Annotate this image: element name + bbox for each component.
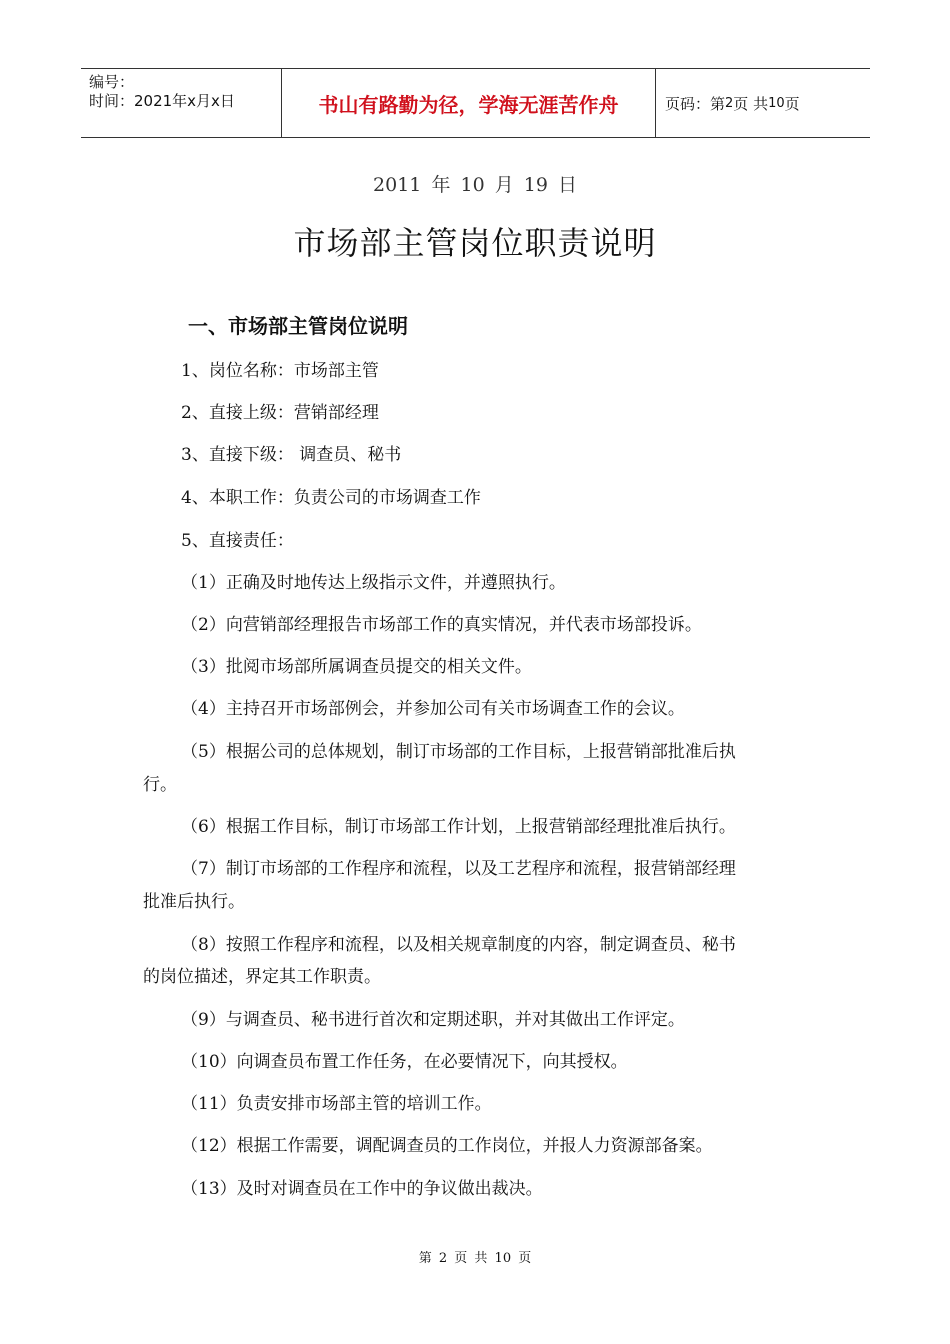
duty-line: （8）按照工作程序和流程，以及相关规章制度的内容，制定调查员、秘书 bbox=[181, 935, 736, 955]
document-title: 市场部主管岗位职责说明 bbox=[293, 224, 657, 262]
duty-line: （11）负责安排市场部主管的培训工作。 bbox=[181, 1094, 492, 1114]
motto: 书山有路勤为径，学海无涯苦作舟 bbox=[282, 69, 656, 137]
duty-line: （7）制订市场部的工作程序和流程，以及工艺程序和流程，报营销部经理 bbox=[181, 859, 736, 879]
item-line: 3、直接下级： 调查员、秘书 bbox=[181, 445, 402, 465]
page-footer: 第 2 页 共 10 页 bbox=[418, 1251, 532, 1266]
item-line: 4、本职工作：负责公司的市场调查工作 bbox=[181, 488, 481, 508]
duty-line: （3）批阅市场部所属调查员提交的相关文件。 bbox=[181, 657, 532, 677]
duty-line: （9）与调查员、秘书进行首次和定期述职，并对其做出工作评定。 bbox=[181, 1010, 685, 1030]
duty-line: （6）根据工作目标，制订市场部工作计划，上报营销部经理批准后执行。 bbox=[181, 817, 736, 837]
page-total: 10 bbox=[768, 95, 785, 111]
page-prefix: 页码：第 bbox=[665, 94, 726, 113]
duty-line: （12）根据工作需要，调配调查员的工作岗位，并报人力资源部备案。 bbox=[181, 1136, 713, 1156]
duty-line-continued: 的岗位描述，界定其工作职责。 bbox=[143, 967, 381, 987]
item-line: 2、直接上级：营销部经理 bbox=[181, 403, 379, 423]
section-heading: 一、市场部主管岗位说明 bbox=[188, 314, 408, 338]
duty-line-continued: 行。 bbox=[143, 775, 177, 795]
number-label: 编号： bbox=[89, 73, 135, 91]
duty-line: （5）根据公司的总体规划，制订市场部的工作目标，上报营销部批准后执 bbox=[181, 742, 736, 762]
item-line: 1、岗位名称：市场部主管 bbox=[181, 361, 379, 381]
page-suffix: 页 bbox=[784, 94, 800, 113]
page-current: 2 bbox=[725, 95, 734, 111]
header-left-cell bbox=[81, 69, 282, 137]
duty-line: （13）及时对调查员在工作中的争议做出裁决。 bbox=[181, 1179, 543, 1199]
duty-line: （10）向调查员布置工作任务，在必要情况下，向其授权。 bbox=[181, 1052, 628, 1072]
page-indicator bbox=[656, 69, 870, 137]
duty-line: （1）正确及时地传达上级指示文件，并遵照执行。 bbox=[181, 573, 566, 593]
duty-line: （4）主持召开市场部例会，并参加公司有关市场调查工作的会议。 bbox=[181, 699, 685, 719]
time-label: 时间：2021年x月x日 bbox=[89, 92, 235, 110]
item-line: 5、直接责任： bbox=[181, 531, 294, 551]
page-middle: 页 共 bbox=[733, 94, 769, 113]
duty-line: （2）向营销部经理报告市场部工作的真实情况，并代表市场部投诉。 bbox=[181, 615, 702, 635]
duty-line-continued: 批准后执行。 bbox=[143, 892, 245, 912]
document-date: 2011 年 10 月 19 日 bbox=[373, 174, 577, 196]
header-table bbox=[81, 68, 870, 138]
